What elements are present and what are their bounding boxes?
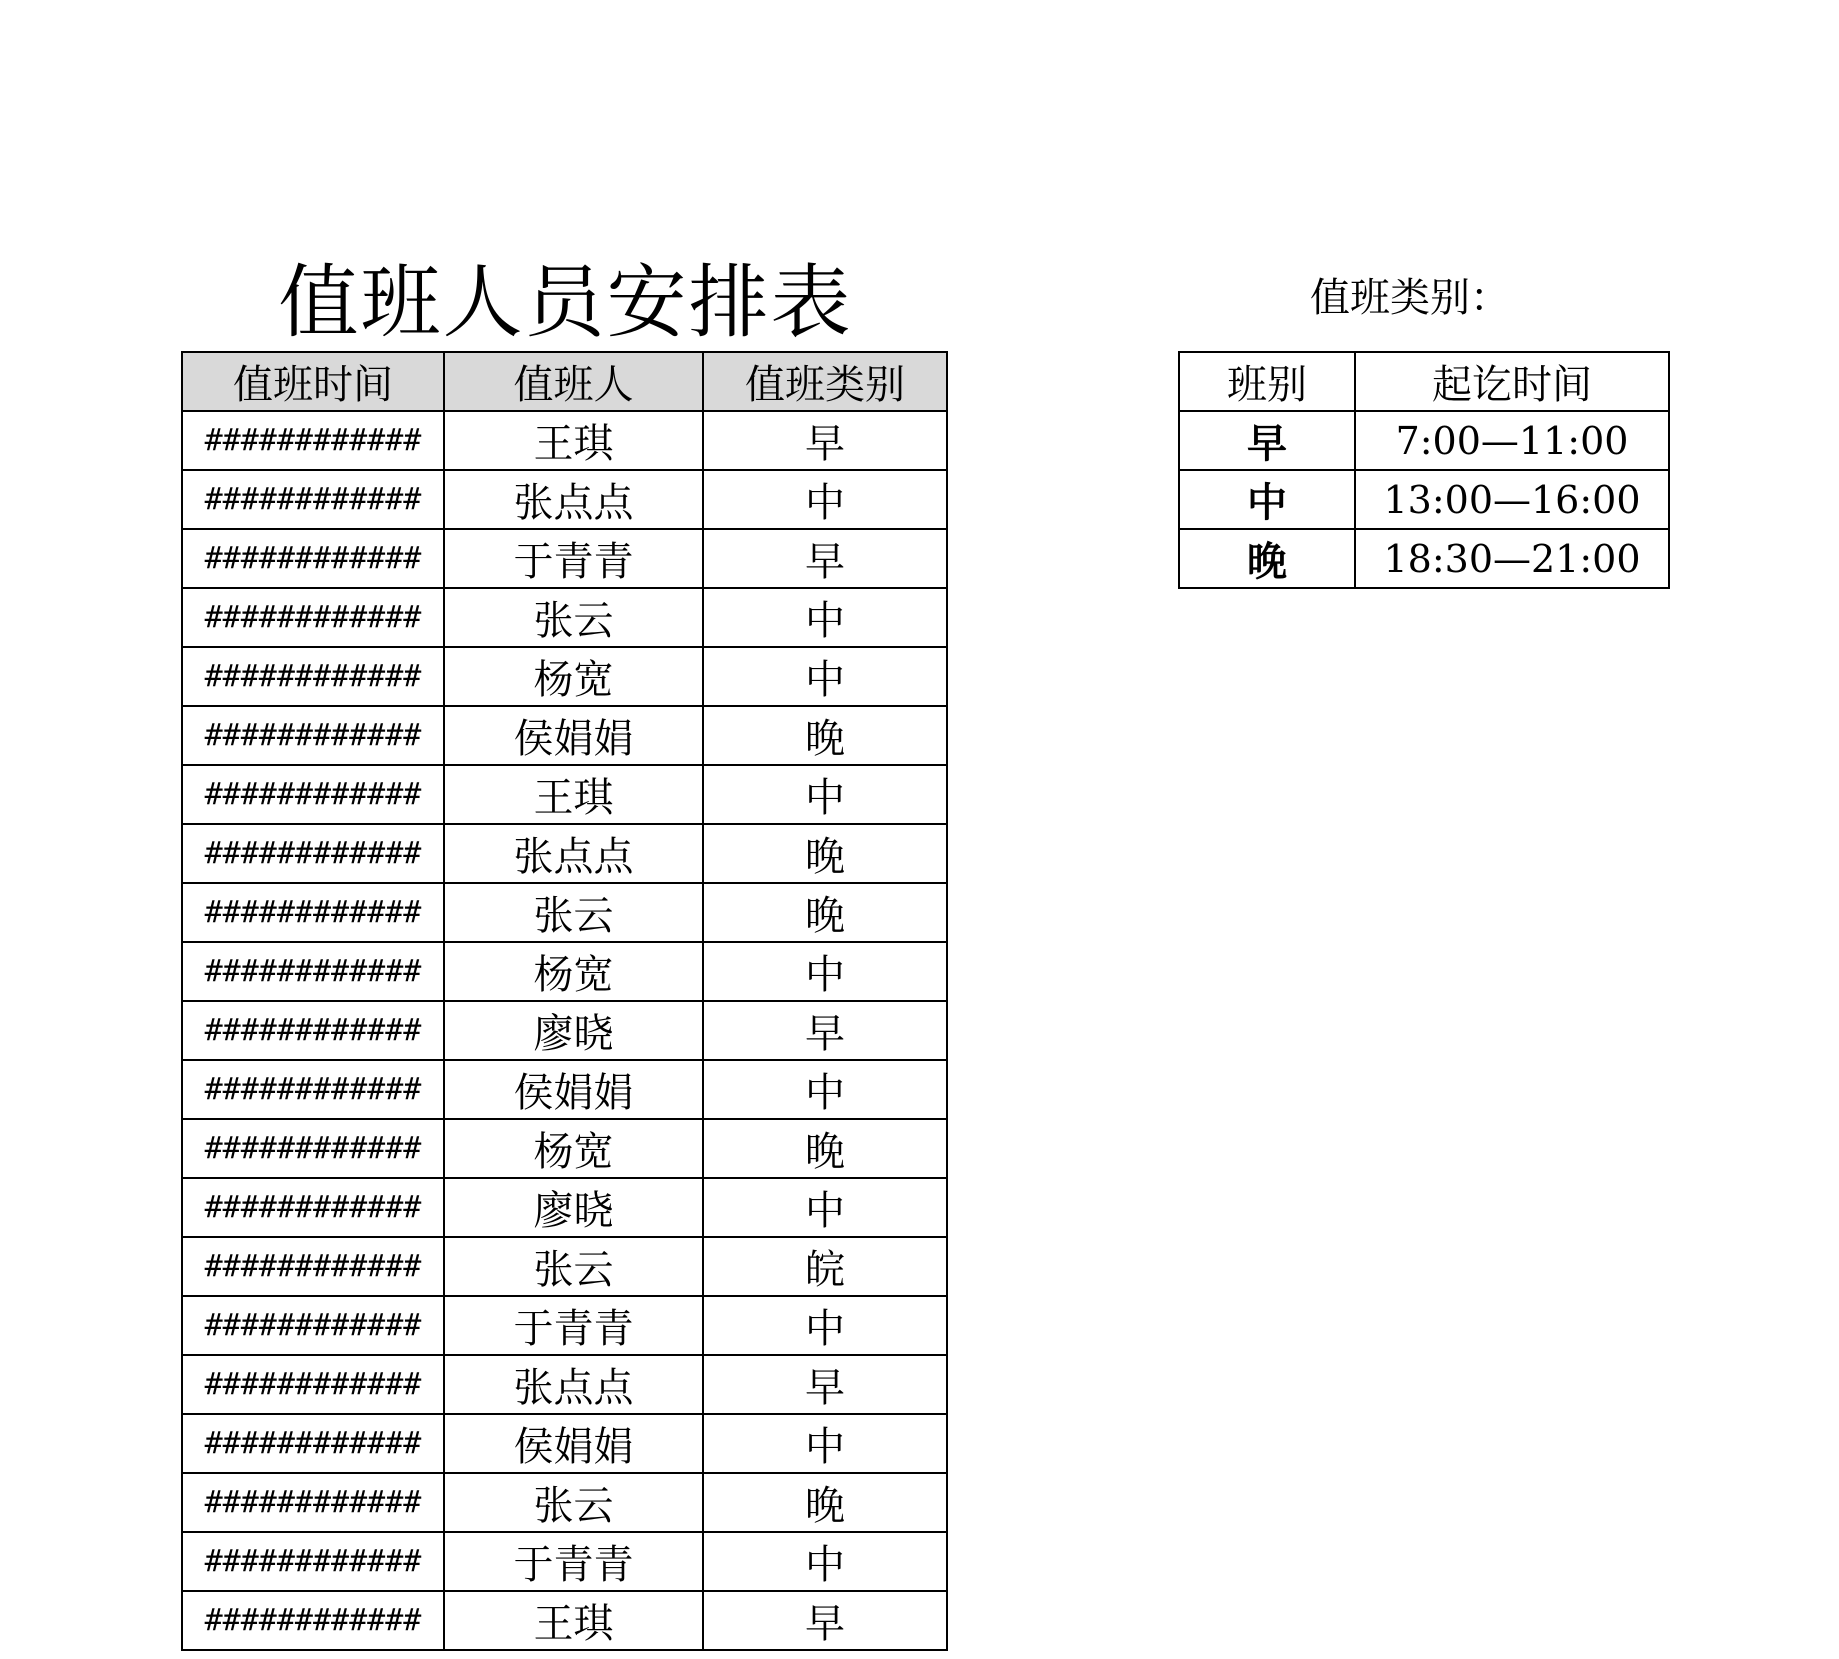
duty-date-cell[interactable]: ############ xyxy=(182,411,444,470)
table-row xyxy=(182,1296,947,1355)
duty-date-cell[interactable]: ############ xyxy=(182,942,444,1001)
legend-shift-cell[interactable]: 早 xyxy=(1179,411,1355,470)
duty-shift-cell[interactable]: 早 xyxy=(703,1591,947,1650)
table-row xyxy=(182,1591,947,1650)
duty-shift-cell[interactable]: 中 xyxy=(703,1532,947,1591)
duty-schedule-table xyxy=(181,351,948,1651)
duty-person-cell[interactable]: 杨宽 xyxy=(444,647,703,706)
table-row xyxy=(182,647,947,706)
duty-date-cell[interactable]: ############ xyxy=(182,1414,444,1473)
table-row xyxy=(182,706,947,765)
page-title: 值班人员安排表 xyxy=(278,256,853,349)
legend-row xyxy=(1179,470,1669,529)
duty-person-cell[interactable]: 廖晓 xyxy=(444,1001,703,1060)
duty-date-cell[interactable]: ############ xyxy=(182,647,444,706)
duty-date-cell[interactable]: ############ xyxy=(182,824,444,883)
table-row xyxy=(182,1119,947,1178)
duty-person-cell[interactable]: 廖晓 xyxy=(444,1178,703,1237)
table-row xyxy=(182,1178,947,1237)
duty-date-cell[interactable]: ############ xyxy=(182,1355,444,1414)
duty-person-cell[interactable]: 张点点 xyxy=(444,1355,703,1414)
duty-shift-cell[interactable]: 中 xyxy=(703,1296,947,1355)
duty-shift-cell[interactable]: 晚 xyxy=(703,706,947,765)
duty-date-cell[interactable]: ############ xyxy=(182,1060,444,1119)
table-row xyxy=(182,588,947,647)
duty-shift-cell[interactable]: 晚 xyxy=(703,1473,947,1532)
duty-shift-cell[interactable]: 中 xyxy=(703,470,947,529)
shift-legend-table xyxy=(1178,351,1670,589)
duty-person-cell[interactable]: 杨宽 xyxy=(444,1119,703,1178)
duty-person-cell[interactable]: 张云 xyxy=(444,1237,703,1296)
duty-person-cell[interactable]: 杨宽 xyxy=(444,942,703,1001)
duty-date-cell[interactable]: ############ xyxy=(182,1532,444,1591)
duty-person-cell[interactable]: 于青青 xyxy=(444,1296,703,1355)
duty-shift-cell[interactable]: 早 xyxy=(703,529,947,588)
legend-time-cell[interactable]: 13:00—16:00 xyxy=(1355,470,1669,529)
duty-date-cell[interactable]: ############ xyxy=(182,1119,444,1178)
duty-shift-cell[interactable]: 早 xyxy=(703,411,947,470)
duty-date-cell[interactable]: ############ xyxy=(182,470,444,529)
duty-date-cell[interactable]: ############ xyxy=(182,1591,444,1650)
duty-date-cell[interactable]: ############ xyxy=(182,588,444,647)
duty-shift-cell[interactable]: 中 xyxy=(703,588,947,647)
duty-shift-cell[interactable]: 中 xyxy=(703,942,947,1001)
legend-shift-cell[interactable]: 中 xyxy=(1179,470,1355,529)
table-row xyxy=(182,883,947,942)
table-row xyxy=(182,942,947,1001)
duty-shift-cell[interactable]: 中 xyxy=(703,1178,947,1237)
duty-shift-cell[interactable]: 中 xyxy=(703,647,947,706)
duty-date-cell[interactable]: ############ xyxy=(182,765,444,824)
duty-shift-cell[interactable]: 中 xyxy=(703,1414,947,1473)
header-duty-person[interactable]: 值班人 xyxy=(444,352,703,411)
duty-person-cell[interactable]: 侯娟娟 xyxy=(444,1414,703,1473)
table-row xyxy=(182,529,947,588)
duty-date-cell[interactable]: ############ xyxy=(182,1237,444,1296)
table-row xyxy=(182,1532,947,1591)
duty-person-cell[interactable]: 于青青 xyxy=(444,529,703,588)
duty-shift-cell[interactable]: 晚 xyxy=(703,824,947,883)
duty-person-cell[interactable]: 侯娟娟 xyxy=(444,706,703,765)
duty-date-cell[interactable]: ############ xyxy=(182,1473,444,1532)
duty-person-cell[interactable]: 张云 xyxy=(444,883,703,942)
legend-shift-cell[interactable]: 晚 xyxy=(1179,529,1355,588)
duty-date-cell[interactable]: ############ xyxy=(182,1001,444,1060)
table-row xyxy=(182,824,947,883)
duty-shift-cell[interactable]: 晚 xyxy=(703,883,947,942)
header-duty-shift[interactable]: 值班类别 xyxy=(703,352,947,411)
legend-body xyxy=(1179,411,1669,588)
table-row xyxy=(182,765,947,824)
legend-time-cell[interactable]: 7:00—11:00 xyxy=(1355,411,1669,470)
legend-title: 值班类别： xyxy=(1310,275,1510,321)
table-row xyxy=(182,1060,947,1119)
legend-row xyxy=(1179,411,1669,470)
duty-person-cell[interactable]: 于青青 xyxy=(444,1532,703,1591)
schedule-header-row xyxy=(182,352,947,411)
duty-date-cell[interactable]: ############ xyxy=(182,883,444,942)
legend-header-shift[interactable]: 班别 xyxy=(1179,352,1355,411)
table-row xyxy=(182,470,947,529)
duty-shift-cell[interactable]: 皖 xyxy=(703,1237,947,1296)
legend-time-cell[interactable]: 18:30—21:00 xyxy=(1355,529,1669,588)
duty-shift-cell[interactable]: 中 xyxy=(703,765,947,824)
duty-date-cell[interactable]: ############ xyxy=(182,706,444,765)
duty-person-cell[interactable]: 侯娟娟 xyxy=(444,1060,703,1119)
table-row xyxy=(182,411,947,470)
duty-date-cell[interactable]: ############ xyxy=(182,1178,444,1237)
duty-person-cell[interactable]: 王琪 xyxy=(444,1591,703,1650)
schedule-body xyxy=(182,411,947,1650)
table-row xyxy=(182,1237,947,1296)
legend-header-row xyxy=(1179,352,1669,411)
table-row xyxy=(182,1473,947,1532)
duty-person-cell[interactable]: 张云 xyxy=(444,1473,703,1532)
duty-shift-cell[interactable]: 晚 xyxy=(703,1119,947,1178)
header-duty-time[interactable]: 值班时间 xyxy=(182,352,444,411)
duty-person-cell[interactable]: 张点点 xyxy=(444,824,703,883)
table-row xyxy=(182,1001,947,1060)
duty-shift-cell[interactable]: 中 xyxy=(703,1060,947,1119)
duty-person-cell[interactable]: 王琪 xyxy=(444,765,703,824)
duty-person-cell[interactable]: 张云 xyxy=(444,588,703,647)
duty-shift-cell[interactable]: 早 xyxy=(703,1001,947,1060)
legend-header-time[interactable]: 起讫时间 xyxy=(1355,352,1669,411)
duty-person-cell[interactable]: 王琪 xyxy=(444,411,703,470)
table-row xyxy=(182,1355,947,1414)
duty-date-cell[interactable]: ############ xyxy=(182,529,444,588)
duty-person-cell[interactable]: 张点点 xyxy=(444,470,703,529)
duty-shift-cell[interactable]: 早 xyxy=(703,1355,947,1414)
table-row xyxy=(182,1414,947,1473)
duty-date-cell[interactable]: ############ xyxy=(182,1296,444,1355)
legend-row xyxy=(1179,529,1669,588)
